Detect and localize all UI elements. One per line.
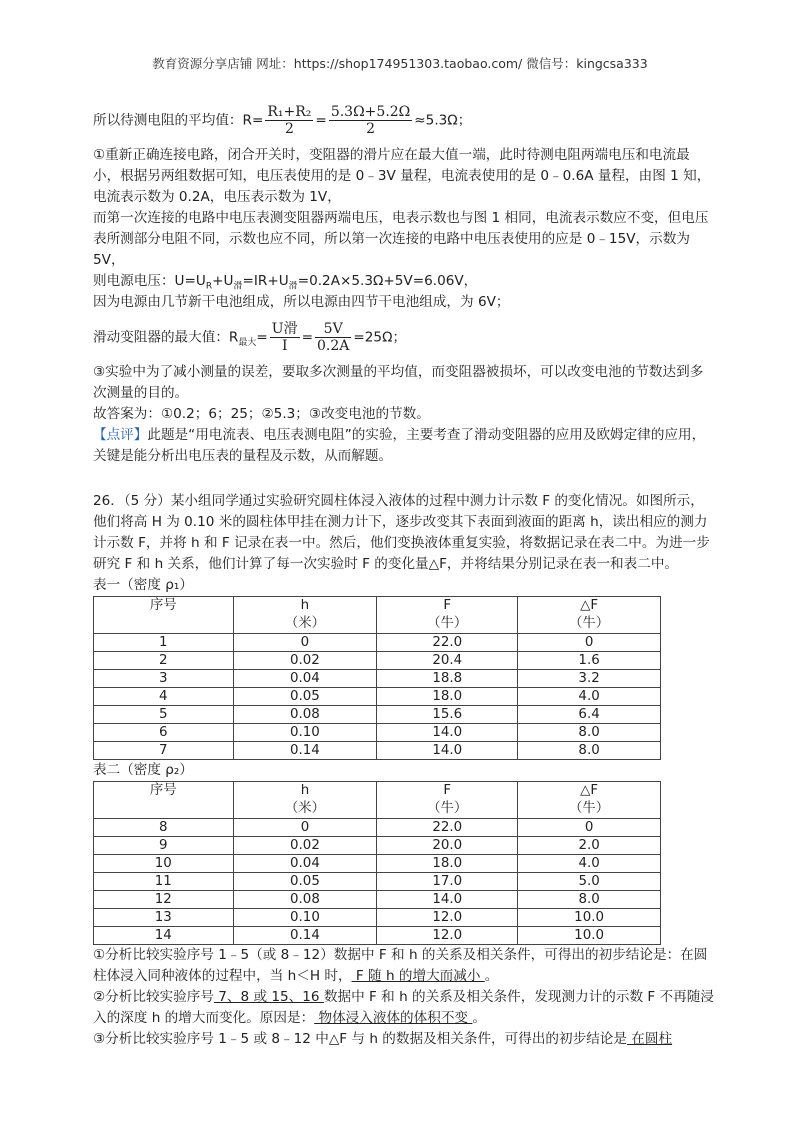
average-resistance-line	[93, 104, 715, 137]
subscript: R	[205, 281, 213, 292]
table-cell: 20.4	[377, 652, 518, 670]
table-cell: 12.0	[377, 909, 518, 927]
table-cell: 5	[94, 706, 234, 724]
table-cell: 15.6	[377, 706, 518, 724]
table-cell: 14	[94, 927, 234, 945]
comment-text: 此题是“用电流表、电压表测电阻”的实验，主要考查了滑动变阻器的应用及欧姆定律的应用，关键是能分析出电压表的量程及示数，从而解题。	[93, 427, 706, 464]
table-cell: 18.0	[377, 855, 518, 873]
table-cell: 14.0	[377, 724, 518, 742]
subscript: 滑	[288, 281, 298, 292]
frac-numerator: 5.3Ω+5.2Ω	[330, 104, 411, 120]
answer-end: 。	[472, 1010, 486, 1026]
equals-sign: =	[301, 329, 313, 346]
table-row	[94, 742, 661, 760]
answer-blank: F 随 h 的增大而减小	[351, 968, 485, 984]
table-cell: 0.05	[233, 688, 377, 706]
avg-fraction-2	[329, 104, 412, 137]
answer-text: ②分析比较实验序号	[93, 989, 214, 1005]
table-header-row	[94, 782, 661, 819]
header-cell: F （牛）	[377, 597, 518, 634]
answer-1	[93, 945, 715, 987]
rheostat-max-line	[93, 321, 715, 354]
paragraph-1: ①重新正确连接电路，闭合开关时，变阻器的滑片应在最大值一端，此时待测电阻两端电压和电流最小，根据另两组数据可知，电压表使用的是 0﹣3V 量程，电流表使用的是 0﹣0.6A 量程，由图 1 知，电流表示数为 0.2A，电压表示数为 1V，	[93, 147, 711, 205]
table-cell: 0.04	[233, 855, 377, 873]
table-cell: 0.14	[233, 927, 377, 945]
table-row	[94, 927, 661, 945]
page-header: 教育资源分享店铺 网址：https://shop174951303.taobao.com/ 微信号：kingcsa333	[152, 56, 648, 71]
table-cell: 13	[94, 909, 234, 927]
document-body	[93, 104, 715, 1050]
table-cell: 0.05	[233, 873, 377, 891]
paragraph-5: ③实验中为了减小测量的误差，要取多次测量的平均值，而变阻器被损坏，可以改变电池的节数达到多次测量的目的。	[93, 364, 704, 401]
table-row	[94, 724, 661, 742]
table-row	[94, 891, 661, 909]
formula-part: 则电源电压：U=U	[93, 273, 206, 289]
table-cell: 10	[94, 855, 234, 873]
table-cell: 18.8	[377, 670, 518, 688]
answer-text: 数据中 F 和 h 的关系及相关条件，发现测力计的示数 F 不再随浸入的深度 h 的增大而变化。原因是：	[93, 989, 714, 1026]
table-cell: 4.0	[518, 688, 661, 706]
header-cell: h （米）	[233, 597, 377, 634]
table-cell: 8.0	[518, 724, 661, 742]
table-row	[94, 837, 661, 855]
table-cell: 14.0	[377, 742, 518, 760]
paragraph-2: 而第一次连接的电路中电压表测变阻器两端电压，电表示数也与图 1 相同，电流表示数应不变，但电压表所测部分电阻不同，示数也应不同，所以第一次连接的电路中电压表使用的应是 0﹣15V，示数为 5V，	[93, 210, 709, 268]
table-row	[94, 634, 661, 652]
table-cell: 0.10	[233, 909, 377, 927]
table-cell: 2	[94, 652, 234, 670]
table-header-row	[94, 597, 661, 634]
rmax-prefix: 滑动变阻器的最大值：R	[93, 329, 239, 346]
answer-2	[93, 987, 715, 1029]
table-cell: 18.0	[377, 688, 518, 706]
table-cell: 22.0	[377, 634, 518, 652]
table-row	[94, 688, 661, 706]
table-cell: 10.0	[518, 927, 661, 945]
table-cell: 6	[94, 724, 234, 742]
formula-part: =0.2A×5.3Ω+5V=6.06V，	[297, 273, 478, 289]
table-row	[94, 855, 661, 873]
table-cell: 1	[94, 634, 234, 652]
table-cell: 12.0	[377, 927, 518, 945]
frac-numerator: R₁+R₂	[267, 104, 312, 120]
table-cell: 0.04	[233, 670, 377, 688]
table-cell: 0	[518, 819, 661, 837]
table-row	[94, 652, 661, 670]
table-cell: 7	[94, 742, 234, 760]
table-cell: 0	[233, 819, 377, 837]
table-cell: 2.0	[518, 837, 661, 855]
header-cell: F （牛）	[377, 782, 518, 819]
table-row	[94, 706, 661, 724]
frac-denominator: 2	[284, 121, 294, 137]
frac-denominator: I	[281, 338, 288, 354]
paragraph-4: 因为电源由几节新干电池组成，所以电源由四节干电池组成，为 6V；	[93, 294, 510, 310]
table-cell: 5.0	[518, 873, 661, 891]
header-cell: △F （牛）	[518, 597, 661, 634]
frac-denominator: 0.2A	[317, 338, 350, 354]
table-cell: 9	[94, 837, 234, 855]
table-cell: 0.08	[233, 891, 377, 909]
table-cell: 0.14	[233, 742, 377, 760]
answer-text: ③分析比较实验序号 1﹣5 或 8﹣12 中△F 与 h 的数据及相关条件，可得出的初步结论是	[93, 1031, 627, 1047]
table-cell: 0	[518, 634, 661, 652]
rmax-fraction-1	[270, 321, 300, 354]
frac-numerator: U滑	[271, 321, 298, 337]
table-cell: 12	[94, 891, 234, 909]
table-row	[94, 819, 661, 837]
formula-part: +U	[212, 273, 234, 289]
formula-part: =IR+U	[242, 273, 289, 289]
table-1	[93, 596, 661, 760]
table-cell: 3.2	[518, 670, 661, 688]
table-cell: 8	[94, 819, 234, 837]
rmax-fraction-2	[315, 321, 351, 354]
subscript: 最大	[238, 338, 257, 349]
comment-paragraph	[93, 425, 715, 467]
table-cell: 17.0	[377, 873, 518, 891]
subscript: 滑	[233, 281, 243, 292]
table-cell: 14.0	[377, 891, 518, 909]
answer-blank: 物体浸入液体的体积不变	[314, 1010, 473, 1026]
table-cell: 8.0	[518, 891, 661, 909]
table-cell: 1.6	[518, 652, 661, 670]
table-cell: 11	[94, 873, 234, 891]
table2-label: 表二（密度 ρ₂）	[93, 762, 193, 778]
table-cell: 4	[94, 688, 234, 706]
table-cell: 4.0	[518, 855, 661, 873]
table-cell: 10.0	[518, 909, 661, 927]
table-cell: 0.08	[233, 706, 377, 724]
table-cell: 20.0	[377, 837, 518, 855]
answer-summary: 故答案为：①0.2；6；25；②5.3；③改变电池的节数。	[93, 406, 430, 422]
avg-suffix: ≈5.3Ω；	[414, 112, 472, 129]
frac-numerator: 5V	[315, 321, 351, 338]
table-2	[93, 781, 661, 945]
table-cell: 0.10	[233, 724, 377, 742]
frac-denominator: 2	[366, 121, 376, 137]
answer-3	[93, 1029, 715, 1050]
answer-text: ①分析比较实验序号 1﹣5（或 8﹣12）数据中 F 和 h 的关系及相关条件，可得出的初步结论是：在圆柱体浸入同种液体的过程中，当 h＜H 时，	[93, 947, 708, 984]
table-cell: 0	[233, 634, 377, 652]
answer-blank: 7、8 或 15、16	[213, 989, 324, 1005]
comment-tag: 【点评】	[93, 427, 148, 443]
table-cell: 0.02	[233, 837, 377, 855]
avg-prefix: 所以待测电阻的平均值：R=	[93, 112, 264, 129]
rmax-suffix: =25Ω；	[353, 329, 407, 346]
table-cell: 0.02	[233, 652, 377, 670]
avg-fraction-1	[265, 104, 313, 137]
header-cell: △F （牛）	[518, 782, 661, 819]
header-cell: h （米）	[233, 782, 377, 819]
answer-end: 。	[484, 968, 499, 984]
table-row	[94, 909, 661, 927]
header-cell: 序号	[94, 597, 234, 634]
table-cell: 22.0	[377, 819, 518, 837]
equals-sign: =	[256, 329, 268, 346]
table-cell: 8.0	[518, 742, 661, 760]
header-cell: 序号	[94, 782, 234, 819]
table-cell: 3	[94, 670, 234, 688]
supply-voltage-line	[93, 271, 715, 292]
table-cell: 6.4	[518, 706, 661, 724]
table1-label: 表一（密度 ρ₁）	[93, 577, 193, 593]
equals-sign: =	[315, 112, 327, 129]
table-row	[94, 873, 661, 891]
question-26: 26．（5 分）某小组同学通过实验研究圆柱体浸入液体的过程中测力计示数 F 的变化情况。如图所示，他们将高 H 为 0.10 米的圆柱体甲挂在测力计下，逐步改变其下表面到液面的距离 h，读出相应的测力计示数 F，并将 h 和 F 记录在表一中。然后，他们变换液体重复实验，将数据记录在表二中。为进一步研究 F 和 h 关系，他们计算了每一次实验时 F 的变化量△F，并将结果分别记录在表一和表二中。	[93, 493, 710, 572]
table-row	[94, 670, 661, 688]
answer-blank: 在圆柱	[626, 1031, 673, 1047]
